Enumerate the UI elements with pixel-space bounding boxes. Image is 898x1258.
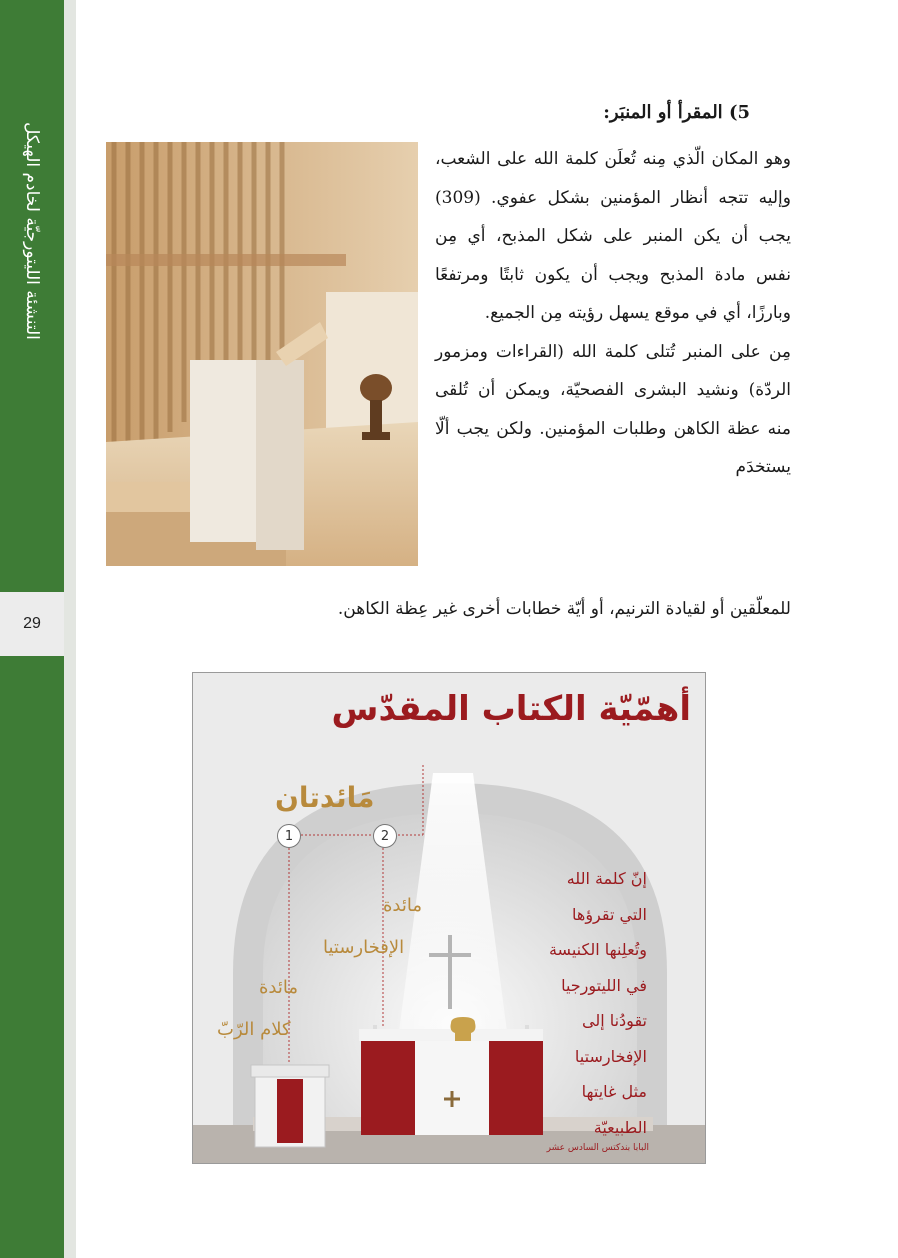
- quote-line: الإفخارستيا: [574, 1046, 647, 1066]
- word-table-label-line2: كلام الرّبّ: [217, 1019, 291, 1040]
- paragraph-1: وهو المكان الّذي مِنه تُعلَن كلمة الله على الشعب، وإليه تتجه أنظار المؤمنين بشكل عفوي. (309) يجب أن يكن المنبر على شكل المذبح، أي مِن نفس مادة المذبح ويجب أن يكون ثابتًا ومرتفعًا وبارزًا، أي في موقع يسهل رؤيته مِن الجميع.: [435, 149, 791, 323]
- eucharist-table-label-line2: الإفخارستيا: [323, 937, 405, 958]
- quote-line: إنّ كلمة الله: [566, 869, 647, 888]
- infographic: [192, 672, 706, 1164]
- pope-quote: [497, 861, 647, 1145]
- book-title: التنشئة الليتورجيّة لخادم الهيكل: [22, 122, 42, 340]
- quote-attribution: البابا بندكتس السادس عشر: [546, 1143, 649, 1153]
- number-badge-2: 2: [373, 824, 397, 848]
- quote-line: مثل غايتها: [581, 1082, 647, 1101]
- paragraph-2-end: للمعلّقين أو لقيادة الترنيم، أو أيّة خطابات أخرى غير عِظة الكاهن.: [337, 599, 791, 619]
- infographic-title: أهمّيّة الكتاب المقدّس: [331, 689, 691, 729]
- quote-line: وتُعلِنها الكنيسة: [548, 940, 647, 959]
- quote-line: الطبيعيّة: [593, 1117, 647, 1137]
- sidebar-edge: [64, 0, 76, 1258]
- ambo-photo: [106, 142, 418, 566]
- quote-line: في الليتورجيا: [561, 975, 647, 995]
- paragraph-2: مِن على المنبر تُتلى كلمة الله (القراءات ومزمور الردّة) ونشيد البشرى الفصحيّة، ويمكن أن تُلقى منه عظة الكاهن وطلبات المؤمنين. ولكن يجب ألّا يستخدَم: [435, 341, 791, 477]
- eucharist-table-label-line1: مائدة: [383, 895, 423, 916]
- two-tables-label: مَائدتان: [275, 781, 375, 814]
- quote-line: التي تقرؤها: [572, 904, 647, 924]
- number-badge-1: 1: [277, 824, 301, 848]
- page-number: 29: [0, 592, 64, 656]
- body-text: [435, 140, 791, 487]
- word-table-label-line1: مائدة: [259, 977, 299, 998]
- section-heading: 5) المقرأ أو المنبَر:: [603, 102, 750, 123]
- quote-line: تقودُنا إلى: [581, 1011, 647, 1030]
